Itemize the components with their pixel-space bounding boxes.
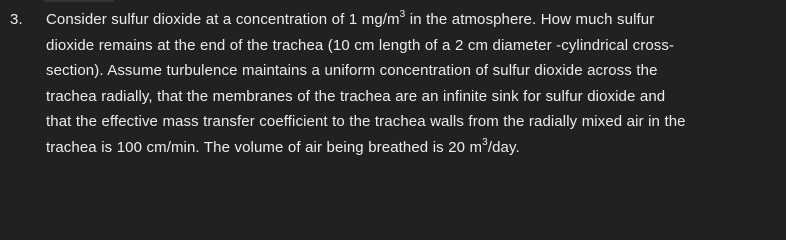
question-number: 3. xyxy=(10,11,23,28)
superscript-3: 3 xyxy=(399,9,406,20)
line-1-text-a: Consider sulfur dioxide at a concentration of 1 mg/m xyxy=(46,11,400,28)
question-line-3: section). Assume turbulence maintains a uniform concentration of sulfur dioxide across the xyxy=(46,62,658,79)
line-6-text-b: /day. xyxy=(487,138,520,156)
question-line-6 xyxy=(46,135,776,161)
question-text xyxy=(46,7,776,160)
question-line-1 xyxy=(46,7,776,33)
line-6-text-a: trachea is 100 cm/min. The volume of air being breathed is 20 m xyxy=(46,138,483,156)
line-1-text-b: in the atmosphere. How much sulfur xyxy=(405,11,655,28)
question-item xyxy=(10,7,780,160)
question-line-2: dioxide remains at the end of the trachea (10 cm length of a 2 cm diameter -cylindrical cross- xyxy=(46,36,675,54)
top-line-artifact xyxy=(44,0,114,2)
question-line-5: that the effective mass transfer coefficient to the trachea walls from the radially mixed air in the xyxy=(46,113,686,130)
superscript-3: 3 xyxy=(482,136,488,148)
question-line-4: trachea radially, that the membranes of the trachea are an infinite sink for sulfur dioxide and xyxy=(46,87,666,105)
